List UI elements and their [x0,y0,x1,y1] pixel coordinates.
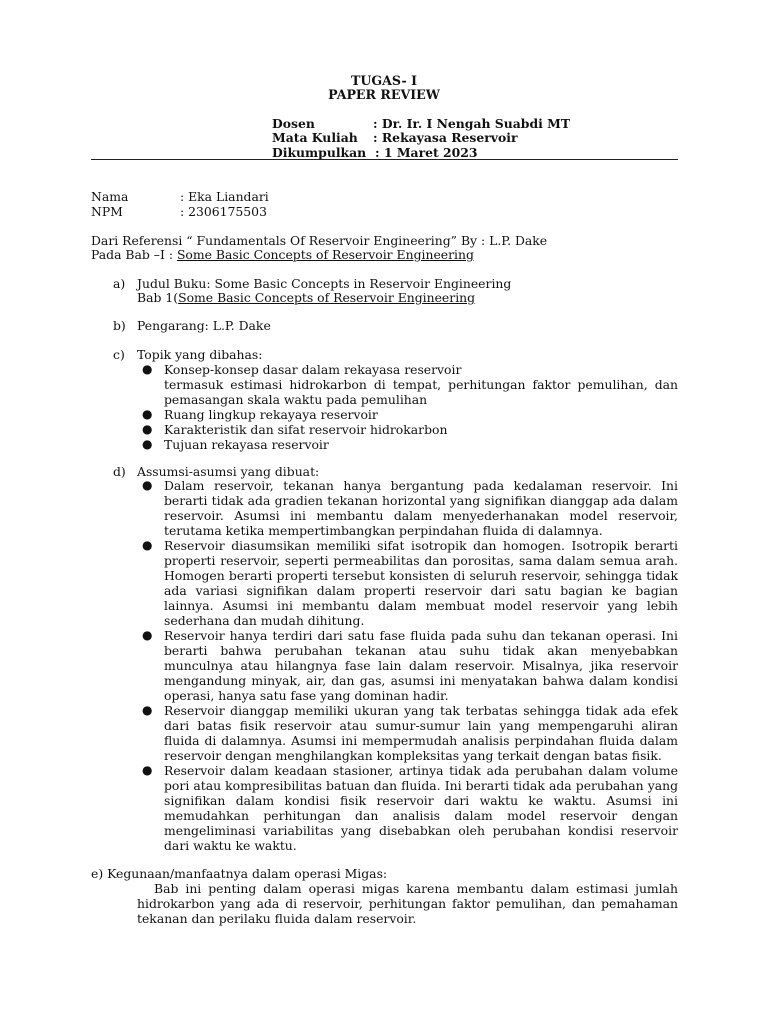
npm-label: NPM [91,204,123,219]
chapter-line [91,247,474,262]
list-item: ● Reservoir dianggap memiliki ukuran yang tak terbatas sehingga tidak ada efek dari batas fisik reservoir atau sumur-sumur lain yang mempengaruhi aliran fluida di dalamnya. Asumsi ini mempermudah analisis perpindahan fluida dalam reservoir dengan menghilangkan kompleksitas yang terkait dengan batas fisik. [142,703,678,763]
bullet-icon: ● [142,362,153,376]
course-value: : Rekayasa Reservoir [373,130,518,145]
bullet-icon: ● [142,437,153,451]
name-value: : Eka Liandari [180,189,269,204]
submitted-value: : 1 Maret 2023 [375,145,478,160]
chapter-prefix: Pada Bab –I : [91,247,177,262]
section-a-marker: a) [113,276,126,291]
bullet-icon: ● [142,628,153,642]
lecturer-value: : Dr. Ir. I Nengah Suabdi MT [373,116,571,131]
list-item: ● Tujuan rekayasa reservoir [142,437,329,452]
list-item: ● Reservoir diasumsikan memiliki sifat isotropik dan homogen. Isotropik berarti properti reservoir, seperti permeabilitas dan porositas, sama dalam semua arah. Homogen berarti properti tersebut konsisten di seluruh reservoir, sehingga tidak ada variasi signifikan dalam properti reservoir dari satu bagian ke bagian lainnya. Asumsi ini membantu dalam membuat model reservoir yang lebih sederhana dan mudah dihitung. [142,538,678,628]
list-item: ● Reservoir hanya terdiri dari satu fase fluida pada suhu dan tekanan operasi. Ini berarti bahwa perubahan tekanan atau suhu tidak akan menyebabkan munculnya atau hilangnya fase lain dalam reservoir. Misalnya, jika reservoir mengandung minyak, air, dan gas, asumsi ini menyatakan bahwa dalam kondisi operasi, hanya satu fase yang dominan hadir. [142,628,678,703]
section-b-marker: b) [113,318,126,333]
document-title: TUGAS- I [351,73,417,88]
book-chapter-line [137,290,475,305]
topics-heading: Topik yang dibahas: [137,347,263,362]
bullet-icon: ● [142,703,153,717]
submitted-label: Dikumpulkan [272,145,367,160]
bullet-icon: ● [142,422,153,436]
section-d-marker: d) [113,464,126,479]
chapter-title: Some Basic Concepts of Reservoir Engineering [176,247,474,262]
book-chapter-title: Some Basic Concepts of Reservoir Engineering [178,290,476,305]
section-c-marker: c) [113,347,125,362]
list-item: ● Ruang lingkup rekayaya reservoir [142,407,378,422]
author-line: Pengarang: L.P. Dake [137,318,271,333]
npm-value: : 2306175503 [180,204,267,219]
bullet-icon: ● [142,407,153,421]
list-item: ● Karakteristik dan sifat reservoir hidrokarbon [142,422,448,437]
book-chapter-prefix: Bab 1( [137,290,179,305]
book-title-line: Judul Buku: Some Basic Concepts in Reservoir Engineering [137,276,512,291]
lecturer-label: Dosen [272,116,315,131]
document-subtitle: PAPER REVIEW [328,87,440,102]
bullet-icon: ● [142,478,153,492]
topics-list [142,362,678,452]
bullet-icon: ● [142,538,153,552]
list-item: ● Reservoir dalam keadaan stasioner, artinya tidak ada perubahan dalam volume pori atau kompresibilitas batuan dan fluida. Ini berarti tidak ada perubahan yang signifikan dalam kondisi fisik reservoir dari waktu ke waktu. Asumsi ini memudahkan perhitungan dan analisis dalam model reservoir dengan mengeliminasi variabilitas yang disebabkan oleh perubahan kondisi reservoir dari waktu ke waktu. [142,763,678,853]
benefits-paragraph: Bab ini penting dalam operasi migas karena membantu dalam estimasi jumlah hidrokarbon yang ada di reservoir, perhitungan faktor pemulihan, dan pemahaman tekanan dan perilaku fluida dalam reservoir. [137,881,678,926]
reference-line: Dari Referensi “ Fundamentals Of Reservoir Engineering” By : L.P. Dake [91,233,548,248]
bullet-icon: ● [142,763,153,777]
course-label: Mata Kuliah [272,130,358,145]
name-label: Nama [91,189,129,204]
assumptions-heading: Assumsi-asumsi yang dibuat: [137,464,320,479]
list-item: ● Dalam reservoir, tekanan hanya bergantung pada kedalaman reservoir. Ini berarti tidak ada gradien tekanan horizontal yang signifikan dianggap ada dalam reservoir. Asumsi ini membantu dalam menyederhanakan model reservoir, terutama ketika mempertimbangkan perpindahan fluida di dalamnya. [142,478,678,538]
assumptions-list [142,478,678,853]
benefits-heading: e) Kegunaan/manfaatnya dalam operasi Migas: [91,866,388,881]
header-divider [91,159,678,160]
list-item: ● Konsep-konsep dasar dalam rekayasa reservoir termasuk estimasi hidrokarbon di tempat, perhitungan faktor pemulihan, dan pemasangan skala waktu pada pemulihan [142,362,678,407]
